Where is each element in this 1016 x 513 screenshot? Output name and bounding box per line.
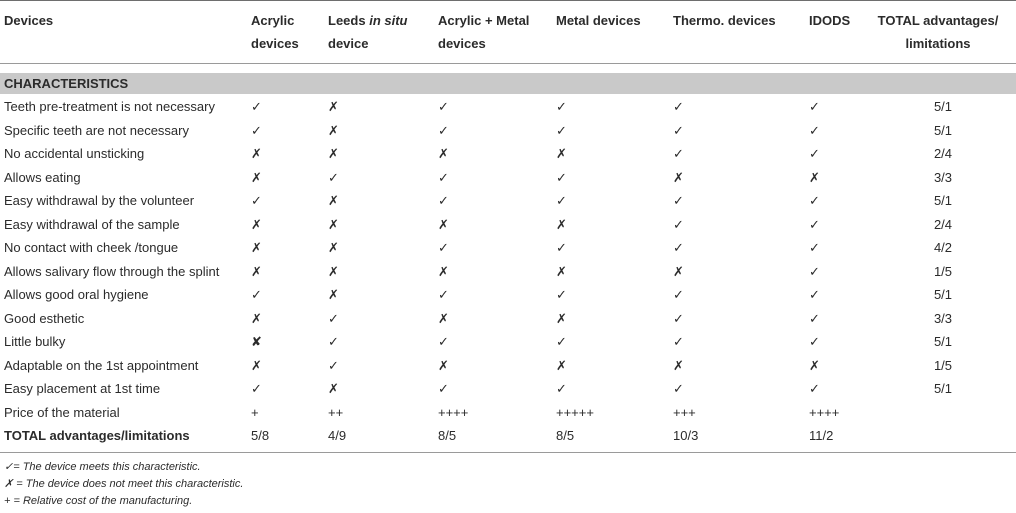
row-cell: 8/5: [556, 428, 575, 443]
row-total: 4/2: [933, 240, 953, 255]
row-cell: ✓: [673, 334, 684, 349]
table-row: [0, 236, 1016, 260]
table-row: [0, 189, 1016, 213]
table-row: [0, 95, 1016, 119]
section-label: CHARACTERISTICS: [4, 76, 129, 91]
row-cell: ✗: [438, 357, 449, 373]
row-total: 5/1: [933, 193, 953, 208]
row-cell: ✓: [673, 310, 684, 326]
row-cell: ✓: [328, 357, 339, 373]
row-label: Specific teeth are not necessary: [4, 122, 189, 138]
row-cell: ✗: [328, 287, 339, 302]
table-row: [0, 330, 1016, 354]
header-acrylic-metal: Acrylic + Metal devices: [438, 13, 530, 51]
section-bar: [0, 73, 1016, 94]
row-cell: ✓: [809, 310, 820, 326]
table-row: [0, 401, 1016, 425]
row-cell: 8/5: [438, 428, 457, 443]
note-check: ✓= The device meets this characteristic.: [4, 461, 201, 473]
row-cell: +++: [673, 404, 696, 420]
row-cell: +++++: [556, 404, 594, 420]
row-cell: 10/3: [673, 428, 699, 443]
top-rule: [0, 0, 1016, 1]
row-label: Teeth pre-treatment is not necessary: [4, 99, 215, 114]
row-cell: ✓: [438, 240, 449, 255]
row-cell: ✘: [251, 334, 262, 349]
row-cell: ✓: [809, 334, 820, 349]
row-total: 1/5: [933, 357, 953, 373]
row-cell: ✓: [438, 99, 449, 114]
note-cross: ✗ = The device does not meet this characteristic.: [4, 478, 244, 490]
row-total: 5/1: [933, 122, 953, 138]
row-cell: 4/9: [328, 428, 347, 443]
row-label: Good esthetic: [4, 310, 85, 326]
row-cell: ✗: [328, 381, 339, 396]
row-cell: ✓: [673, 287, 684, 302]
table-row: [0, 213, 1016, 237]
row-cell: ✓: [673, 381, 684, 396]
row-cell: ✗: [251, 216, 262, 232]
row-cell: ✓: [673, 193, 684, 208]
row-cell: ✗: [673, 169, 684, 185]
row-total: 1/5: [933, 263, 953, 279]
row-label: TOTAL advantages/limitations: [4, 428, 190, 443]
row-cell: ++: [328, 404, 344, 420]
header-leeds: [328, 9, 418, 55]
row-total: 5/1: [933, 99, 953, 114]
header-thermo: Thermo. devices: [673, 13, 776, 28]
row-cell: ✓: [673, 216, 684, 232]
row-cell: ✗: [673, 357, 684, 373]
table-row: [0, 354, 1016, 378]
row-cell: ✓: [438, 193, 449, 208]
row-cell: ✗: [673, 263, 684, 279]
table-row: [0, 260, 1016, 284]
row-cell: ✓: [673, 240, 684, 255]
row-label: No contact with cheek /tongue: [4, 240, 179, 255]
row-cell: ✓: [556, 169, 567, 185]
row-total: 5/1: [933, 334, 953, 349]
bottom-rule: [0, 452, 1016, 453]
row-cell: ✓: [251, 381, 262, 396]
table-row: [0, 424, 1016, 448]
row-total: 5/1: [933, 287, 953, 302]
row-cell: ✗: [438, 146, 449, 161]
row-cell: ✗: [251, 240, 262, 255]
row-cell: ✗: [328, 193, 339, 208]
row-cell: ✓: [438, 334, 449, 349]
row-cell: ✗: [438, 310, 449, 326]
row-cell: ✓: [673, 122, 684, 138]
row-cell: ✓: [328, 310, 339, 326]
row-cell: ++++: [809, 404, 840, 420]
row-total: 3/3: [933, 310, 953, 326]
row-cell: ✓: [809, 216, 820, 232]
row-cell: ✓: [556, 99, 567, 114]
row-label: Easy withdrawal of the sample: [4, 216, 180, 232]
row-cell: ✓: [328, 169, 339, 185]
row-cell: ✓: [438, 381, 449, 396]
header-total: TOTAL advantages/ limitations: [877, 13, 999, 51]
row-cell: ✗: [438, 263, 449, 279]
row-cell: ✓: [251, 122, 262, 138]
table-row: [0, 283, 1016, 307]
row-label: Allows good oral hygiene: [4, 287, 149, 302]
table-row: [0, 166, 1016, 190]
header-leeds-italic: in situ: [369, 13, 408, 28]
row-cell: ✗: [328, 216, 339, 232]
row-cell: ✓: [809, 240, 820, 255]
row-cell: ✗: [328, 99, 339, 114]
table-row: [0, 119, 1016, 143]
row-cell: ✗: [328, 240, 339, 255]
row-cell: ✗: [328, 146, 339, 161]
row-cell: ✓: [251, 99, 262, 114]
header-idods: IDODS: [809, 13, 851, 28]
row-cell: +: [251, 404, 259, 420]
header-leeds-tail: device: [328, 36, 369, 51]
row-cell: ✗: [556, 310, 567, 326]
row-cell: ✓: [251, 193, 262, 208]
row-cell: ✓: [809, 287, 820, 302]
row-label: Adaptable on the 1st appointment: [4, 357, 199, 373]
row-cell: ✗: [556, 146, 567, 161]
row-cell: ✓: [809, 381, 820, 396]
row-cell: ✗: [251, 169, 262, 185]
row-total: 3/3: [933, 169, 953, 185]
row-cell: ✓: [328, 334, 339, 349]
row-cell: ✗: [251, 263, 262, 279]
row-cell: ✗: [328, 263, 339, 279]
header-devices: Devices: [4, 13, 54, 28]
row-total: 2/4: [933, 146, 953, 161]
row-label: Allows eating: [4, 169, 81, 185]
row-cell: ✓: [438, 287, 449, 302]
header-acrylic: Acrylic devices: [251, 13, 299, 51]
row-cell: ✓: [673, 99, 684, 114]
row-cell: ✗: [251, 310, 262, 326]
row-total: 5/1: [933, 381, 953, 396]
row-cell: ✓: [809, 99, 820, 114]
row-total: 2/4: [933, 216, 953, 232]
row-cell: ✓: [556, 381, 567, 396]
row-cell: ++++: [438, 404, 469, 420]
row-cell: ✗: [556, 216, 567, 232]
row-cell: ✓: [556, 193, 567, 208]
row-cell: ✗: [251, 357, 262, 373]
row-cell: 5/8: [251, 428, 270, 443]
row-cell: ✓: [809, 122, 820, 138]
row-cell: ✓: [556, 122, 567, 138]
row-label: Easy placement at 1st time: [4, 381, 161, 396]
row-cell: ✗: [809, 169, 820, 185]
row-cell: ✓: [556, 334, 567, 349]
row-cell: ✓: [438, 122, 449, 138]
row-cell: ✓: [251, 287, 262, 302]
row-cell: ✗: [556, 357, 567, 373]
row-label: Little bulky: [4, 334, 66, 349]
row-cell: ✓: [438, 169, 449, 185]
header-leeds-name: Leeds: [328, 13, 366, 28]
row-cell: ✓: [809, 193, 820, 208]
row-cell: 11/2: [809, 428, 834, 443]
table-notes: [4, 459, 243, 510]
row-cell: ✓: [809, 146, 820, 161]
row-label: Price of the material: [4, 404, 120, 420]
row-label: Allows salivary flow through the splint: [4, 263, 220, 279]
row-cell: ✓: [809, 263, 820, 279]
row-cell: ✗: [556, 263, 567, 279]
row-cell: ✗: [251, 146, 262, 161]
row-cell: ✗: [809, 357, 820, 373]
row-cell: ✗: [438, 216, 449, 232]
row-cell: ✗: [328, 122, 339, 138]
header-rule: [0, 63, 1016, 64]
row-cell: ✓: [556, 287, 567, 302]
header-metal: Metal devices: [556, 13, 641, 28]
row-cell: ✓: [556, 240, 567, 255]
table-row: [0, 142, 1016, 166]
row-label: No accidental unsticking: [4, 146, 145, 161]
table-row: [0, 377, 1016, 401]
row-label: Easy withdrawal by the volunteer: [4, 193, 195, 208]
table-row: [0, 307, 1016, 331]
note-plus: + = Relative cost of the manufacturing.: [4, 495, 193, 507]
row-cell: ✓: [673, 146, 684, 161]
